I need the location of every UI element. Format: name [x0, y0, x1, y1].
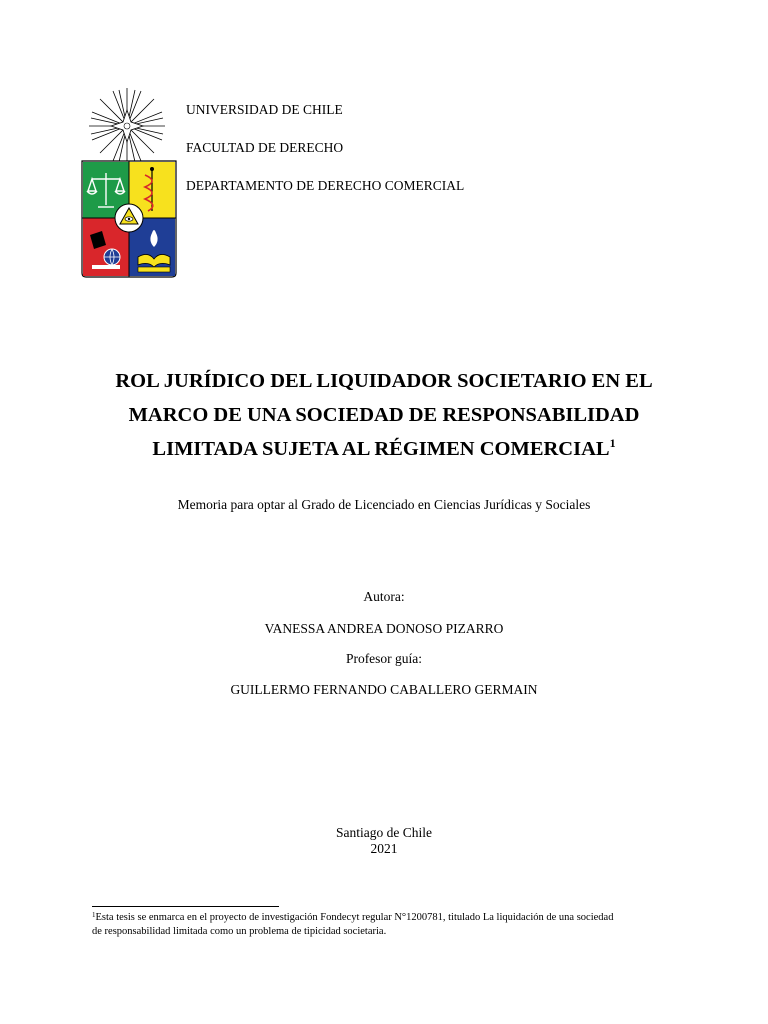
title-line-2: MARCO DE UNA SOCIEDAD DE RESPONSABILIDAD: [128, 404, 640, 426]
year: 2021: [370, 841, 398, 856]
degree-subtitle: Memoria para optar al Grado de Licenciado en Ciencias Jurídicas y Sociales: [177, 497, 591, 512]
footnote-line-1: Esta tesis se enmarca en el proyecto de investigación Fondecyt regular N°1200781, titulado La liquidación de una sociedad: [95, 912, 614, 923]
thesis-title: [64, 364, 704, 466]
faculty-name: FACULTAD DE DERECHO: [186, 140, 344, 155]
footnote-line-1-wrap: [92, 911, 692, 925]
footnote: [92, 911, 692, 939]
footnote-divider: [92, 906, 279, 907]
university-crest: [80, 86, 178, 278]
title-line-3: LIMITADA SUJETA AL RÉGIMEN COMERCIAL: [152, 438, 610, 460]
author-label: Autora:: [363, 589, 405, 604]
department-name: DEPARTAMENTO DE DERECHO COMERCIAL: [186, 178, 465, 193]
star-icon: [89, 88, 165, 164]
footnote-marker: 1: [92, 911, 96, 919]
advisor-label: Profesor guía:: [345, 651, 423, 666]
title-line-3-wrap: [64, 432, 704, 466]
footnote-line-2: de responsabilidad limitada como un problema de tipicidad societaria.: [92, 926, 387, 937]
university-name: UNIVERSIDAD DE CHILE: [186, 102, 343, 117]
advisor-name: GUILLERMO FERNANDO CABALLERO GERMAIN: [230, 682, 538, 697]
eye-triangle-icon: [115, 204, 143, 232]
place: Santiago de Chile: [336, 825, 432, 840]
author-name: VANESSA ANDREA DONOSO PIZARRO: [264, 621, 504, 636]
title-line-1: ROL JURÍDICO DEL LIQUIDADOR SOCIETARIO EN EL: [115, 370, 653, 392]
title-footnote-marker: 1: [609, 436, 616, 450]
